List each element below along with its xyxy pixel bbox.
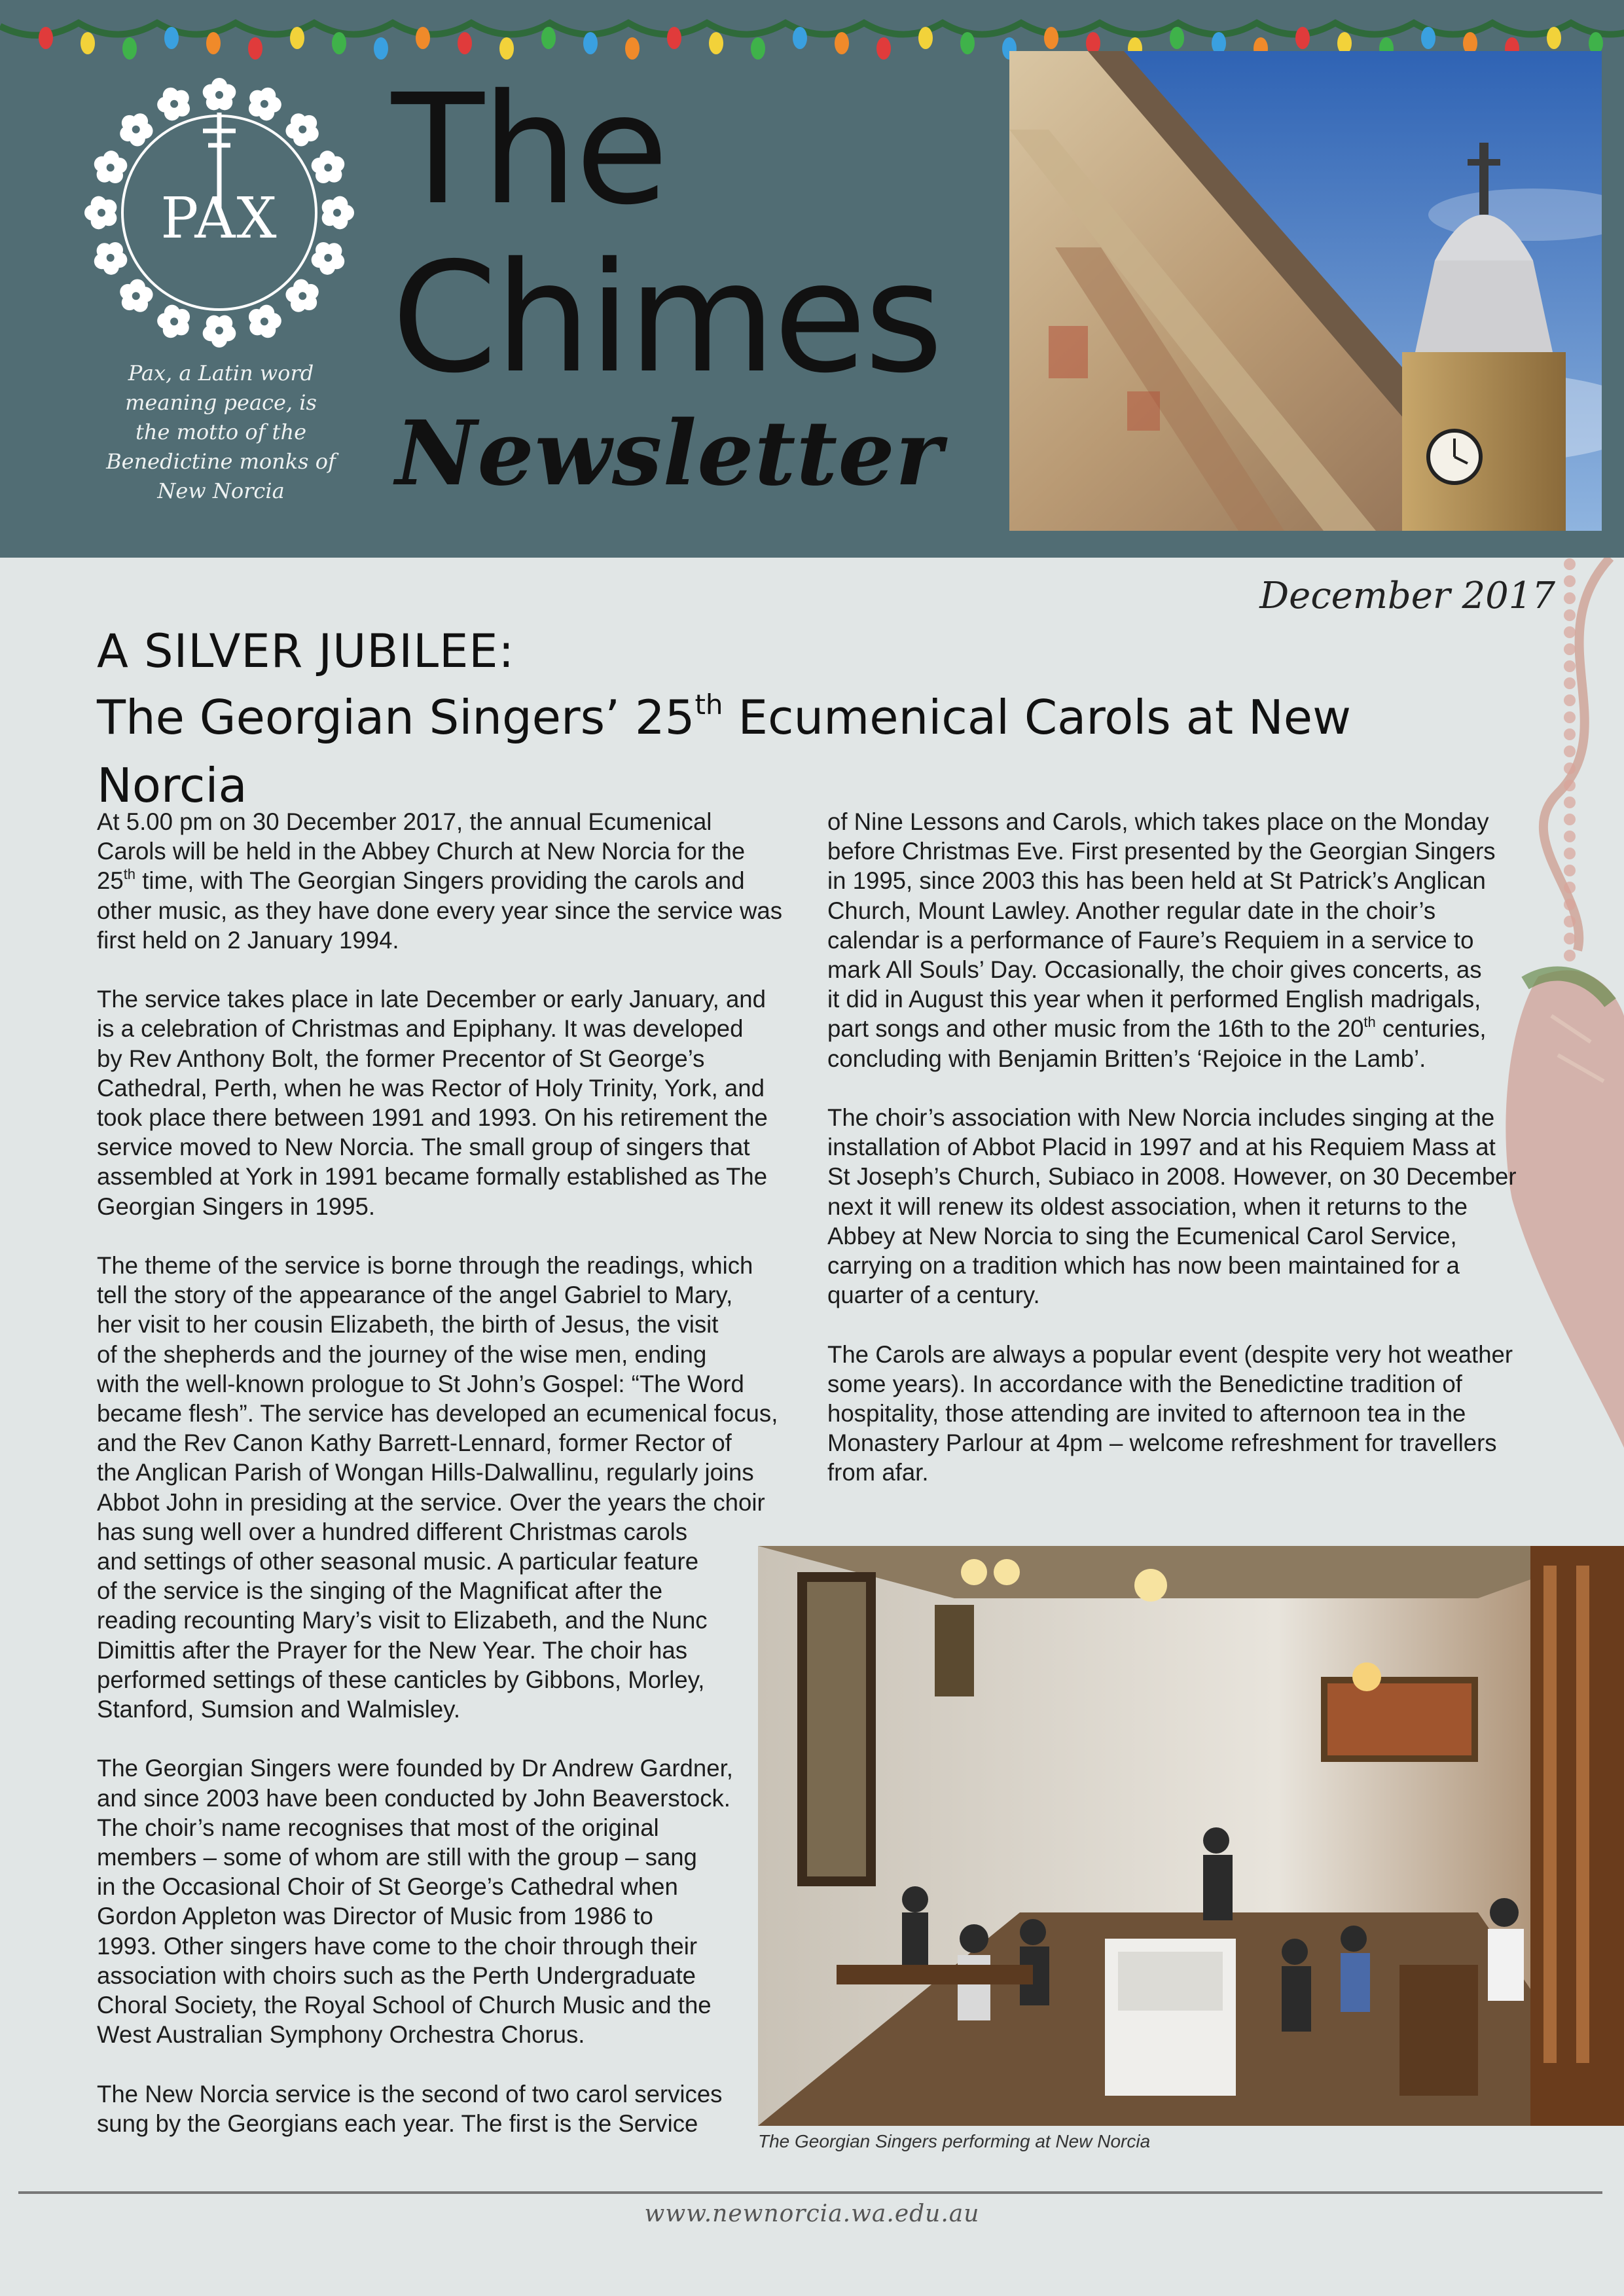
light-bulb-icon: [709, 32, 723, 54]
light-bulb-icon: [122, 37, 137, 60]
text-line: The choir’s association with New Norcia includes singing at the: [827, 1104, 1495, 1132]
light-bulb-icon: [81, 32, 95, 54]
text-line: quarter of a century.: [827, 1282, 1040, 1309]
bead-icon: [1564, 950, 1576, 961]
text-line: Monastery Parlour at 4pm – welcome refreshment for travellers: [827, 1429, 1497, 1457]
light-bulb-icon: [751, 37, 765, 60]
wreath-flower-icon: [312, 242, 345, 275]
bead-icon: [1564, 575, 1576, 587]
light-bulb-icon: [918, 27, 933, 49]
bead-icon: [1564, 865, 1576, 876]
light-bulb-icon: [1170, 27, 1184, 49]
light-bulb-icon: [206, 32, 221, 54]
text-line: The service takes place in late December or early January, and: [97, 986, 766, 1013]
text-line: hospitality, those attending are invited to afternoon tea in the: [827, 1400, 1466, 1427]
bead-icon: [1564, 677, 1576, 689]
text-line: service moved to New Norcia. The small group of singers that: [97, 1134, 750, 1161]
bead-icon: [1564, 831, 1576, 842]
wreath-flower-icon: [157, 88, 190, 121]
bead-icon: [1564, 916, 1576, 927]
text-line: of the shepherds and the journey of the wise men, ending: [97, 1340, 707, 1368]
text-line: it did in August this year when it performed English madrigals,: [827, 986, 1481, 1013]
pax-wreath-logo: [79, 72, 360, 353]
wreath-flower-icon: [322, 196, 354, 230]
light-bulb-icon: [416, 27, 430, 49]
bell-tower-photo: [1009, 51, 1602, 531]
light-bulb-icon: [541, 27, 556, 49]
light-bulb-icon: [290, 27, 304, 49]
text-line: her visit to her cousin Elizabeth, the birth of Jesus, the visit: [97, 1311, 719, 1338]
footer-divider: [18, 2191, 1602, 2194]
bead-icon: [1564, 762, 1576, 774]
text-line: [827, 1014, 1534, 1043]
paragraph-gap: [97, 1221, 801, 1251]
bead-icon: [1564, 694, 1576, 706]
text-line: The Georgian Singers were founded by Dr Andrew Gardner,: [97, 1755, 733, 1782]
wreath-flower-icon: [203, 78, 236, 110]
bead-icon: [1564, 933, 1576, 944]
text-line: in the Occasional Choir of St George’s Cathedral when: [97, 1873, 678, 1901]
text-line: before Christmas Eve. First presented by the Georgian Singers: [827, 838, 1496, 865]
text-line: other music, as they have done every year since the service was: [97, 897, 783, 924]
text-line: took place there between 1991 and 1993. On his retirement the: [97, 1104, 768, 1132]
bead-icon: [1564, 745, 1576, 757]
issue-date: December 2017: [1259, 575, 1555, 617]
text-line: performed settings of these canticles by Gibbons, Morley,: [97, 1666, 705, 1693]
light-bulb-icon: [876, 37, 891, 60]
ordinal-suffix: th: [123, 866, 136, 883]
paragraph-gap: [827, 1073, 1534, 1103]
text-line: has sung well over a hundred different Christmas carols: [97, 1518, 688, 1545]
article-headline: [97, 622, 1406, 819]
light-bulb-icon: [960, 32, 975, 54]
text-line: became flesh”. The service has developed an ecumenical focus,: [97, 1400, 778, 1427]
text-line: Cathedral, Perth, when he was Rector of Holy Trinity, York, and: [97, 1074, 765, 1102]
text-line: The New Norcia service is the second of two carol services: [97, 2080, 723, 2108]
text-line: Dimittis after the Prayer for the New Year. The choir has: [97, 1636, 688, 1664]
text-line: Carols will be held in the Abbey Church at New Norcia for the: [97, 838, 746, 865]
logo-motto: [92, 359, 350, 506]
text-line: next it will renew its oldest association, when it returns to the: [827, 1193, 1468, 1220]
headline-line-1: A SILVER JUBILEE:: [97, 624, 515, 678]
wreath-flower-icon: [249, 88, 281, 121]
headline-text: The Georgian Singers’ 25: [97, 690, 695, 745]
text-line: mark All Souls’ Day. Occasionally, the choir gives concerts, as: [827, 956, 1482, 984]
text-line: sung by the Georgians each year. The first is the Service: [97, 2109, 698, 2137]
article-right-column: [827, 807, 1534, 1488]
bead-icon: [1564, 558, 1576, 570]
text-line: from afar.: [827, 1459, 929, 1486]
text-line: members – some of whom are still with the group – sang: [97, 1844, 697, 1871]
text-line: calendar is a performance of Faure’s Requiem in a service to: [827, 926, 1474, 954]
masthead-banner: [0, 0, 1624, 558]
text-line: tell the story of the appearance of the angel Gabriel to Mary,: [97, 1282, 733, 1309]
light-bulb-icon: [332, 32, 346, 54]
wreath-flower-icon: [94, 151, 128, 183]
logo-text: PAX: [160, 186, 278, 251]
text-line: in 1995, since 2003 this has been held at St Patrick’s Anglican: [827, 867, 1486, 895]
masthead-title-newsletter: Newsletter: [395, 401, 943, 506]
wreath-flower-icon: [120, 113, 153, 146]
masthead-title-the: The: [391, 62, 666, 238]
bead-icon: [1564, 626, 1576, 638]
motto-line: the motto of the: [135, 420, 307, 444]
text-line: Choral Society, the Royal School of Church Music and the: [97, 1992, 712, 2019]
light-bulb-icon: [625, 37, 640, 60]
bead-icon: [1564, 728, 1576, 740]
text-fragment: time, with The Georgian Singers providing the carols and: [135, 867, 745, 895]
text-line: of Nine Lessons and Carols, which takes place on the Monday: [827, 808, 1489, 835]
article-left-column: [97, 807, 801, 2138]
wreath-flower-icon: [285, 113, 318, 146]
motto-line: New Norcia: [157, 478, 285, 503]
paragraph-gap: [827, 1310, 1534, 1339]
text-line: and since 2003 have been conducted by John Beaverstock.: [97, 1784, 731, 1812]
light-bulb-icon: [1421, 27, 1435, 49]
text-line: The Carols are always a popular event (despite very hot weather: [827, 1340, 1513, 1368]
bead-icon: [1564, 780, 1576, 791]
wreath-flower-icon: [84, 196, 117, 230]
text-line: is a celebration of Christmas and Epiphany. It was developed: [97, 1015, 744, 1043]
light-bulb-icon: [1295, 27, 1310, 49]
photo-caption: The Georgian Singers performing at New Norcia: [758, 2131, 1151, 2151]
text-line: some years). In accordance with the Benedictine tradition of: [827, 1370, 1462, 1397]
text-line: The theme of the service is borne through the readings, which: [97, 1252, 753, 1280]
text-line: installation of Abbot Placid in 1997 and at his Requiem Mass at: [827, 1134, 1496, 1161]
light-bulb-icon: [458, 32, 472, 54]
light-bulb-icon: [667, 27, 681, 49]
text-line: West Australian Symphony Orchestra Chorus.: [97, 2021, 585, 2049]
bead-icon: [1564, 797, 1576, 808]
bead-icon: [1564, 814, 1576, 825]
bead-icon: [1564, 643, 1576, 655]
text-line: Abbot John in presiding at the service. Over the years the choir: [97, 1488, 765, 1516]
motto-line: Benedictine monks of: [106, 449, 336, 474]
text-line: assembled at York in 1991 became formally established as The: [97, 1163, 768, 1191]
light-bulb-icon: [374, 37, 388, 60]
text-fragment: 25: [97, 867, 124, 895]
choir-performance-photo: [758, 1546, 1624, 2126]
text-line: carrying on a tradition which has now been maintained for a: [827, 1252, 1460, 1280]
paragraph-gap: [97, 1724, 801, 1753]
bead-icon: [1564, 882, 1576, 893]
text-line: concluding with Benjamin Britten’s ‘Rejoice in the Lamb’.: [827, 1045, 1426, 1072]
text-line: The choir’s name recognises that most of the original: [97, 1814, 659, 1841]
text-line: of the service is the singing of the Magnificat after the: [97, 1577, 663, 1605]
light-bulb-icon: [39, 27, 53, 49]
bead-icon: [1564, 609, 1576, 621]
paragraph-gap: [97, 2049, 801, 2079]
bead-icon: [1564, 711, 1576, 723]
text-line: first held on 2 January 1994.: [97, 926, 399, 954]
light-bulb-icon: [835, 32, 849, 54]
paragraph-gap: [97, 955, 801, 984]
motto-line: Pax, a Latin word: [128, 361, 314, 386]
text-line: association with choirs such as the Perth Undergraduate: [97, 1962, 696, 1989]
light-bulb-icon: [1044, 27, 1058, 49]
light-bulb-icon: [583, 32, 598, 54]
text-line: Gordon Appleton was Director of Music from 1986 to: [97, 1903, 653, 1930]
bead-icon: [1564, 660, 1576, 672]
text-line: Abbey at New Norcia to sing the Ecumenical Carol Service,: [827, 1222, 1457, 1249]
light-bulb-icon: [1547, 27, 1561, 49]
wreath-flower-icon: [203, 315, 236, 348]
footer-url: www.newnorcia.wa.edu.au: [644, 2200, 980, 2227]
bead-icon: [1564, 592, 1576, 604]
text-line: [97, 866, 801, 895]
garland-wire: [0, 23, 1624, 35]
masthead-title-chimes: Chimes: [391, 230, 941, 406]
text-line: by Rev Anthony Bolt, the former Precentor of St George’s: [97, 1045, 705, 1072]
text-fragment: centuries,: [1375, 1015, 1487, 1043]
headline-text: Ecumenical Carols at New Norcia: [97, 690, 1351, 813]
light-bulb-icon: [164, 27, 179, 49]
text-line: Church, Mount Lawley. Another regular date in the choir’s: [827, 897, 1436, 924]
bead-icon: [1564, 848, 1576, 859]
text-line: 1993. Other singers have come to the choir through their: [97, 1932, 698, 1960]
wreath-flower-icon: [312, 151, 345, 183]
wreath-flower-icon: [285, 279, 318, 312]
bead-icon: [1564, 899, 1576, 910]
text-line: and the Rev Canon Kathy Barrett-Lennard, former Rector of: [97, 1429, 732, 1457]
ordinal-suffix: th: [1363, 1014, 1376, 1031]
headline-ordinal: th: [695, 689, 723, 721]
text-line: Georgian Singers in 1995.: [97, 1193, 375, 1220]
light-bulb-icon: [248, 37, 262, 60]
text-line: with the well-known prologue to St John’s Gospel: “The Word: [97, 1370, 744, 1397]
text-line: and settings of other seasonal music. A particular feature: [97, 1548, 699, 1575]
light-bulb-icon: [793, 27, 807, 49]
text-line: At 5.00 pm on 30 December 2017, the annual Ecumenical: [97, 808, 712, 835]
text-line: reading recounting Mary’s visit to Elizabeth, and the Nunc: [97, 1607, 708, 1634]
wreath-flower-icon: [157, 305, 190, 338]
headline-line-2: [97, 683, 1406, 819]
text-line: Stanford, Sumsion and Walmisley.: [97, 1696, 460, 1723]
text-line: the Anglican Parish of Wongan Hills-Dalwallinu, regularly joins: [97, 1459, 754, 1486]
light-bulb-icon: [499, 37, 514, 60]
text-fragment: part songs and other music from the 16th to the 20: [827, 1015, 1364, 1043]
motto-line: meaning peace, is: [125, 390, 317, 415]
wreath-flower-icon: [94, 242, 128, 275]
text-line: St Joseph’s Church, Subiaco in 2008. However, on 30 December: [827, 1163, 1517, 1191]
wreath-flower-icon: [249, 305, 281, 338]
wreath-flower-icon: [120, 279, 153, 312]
